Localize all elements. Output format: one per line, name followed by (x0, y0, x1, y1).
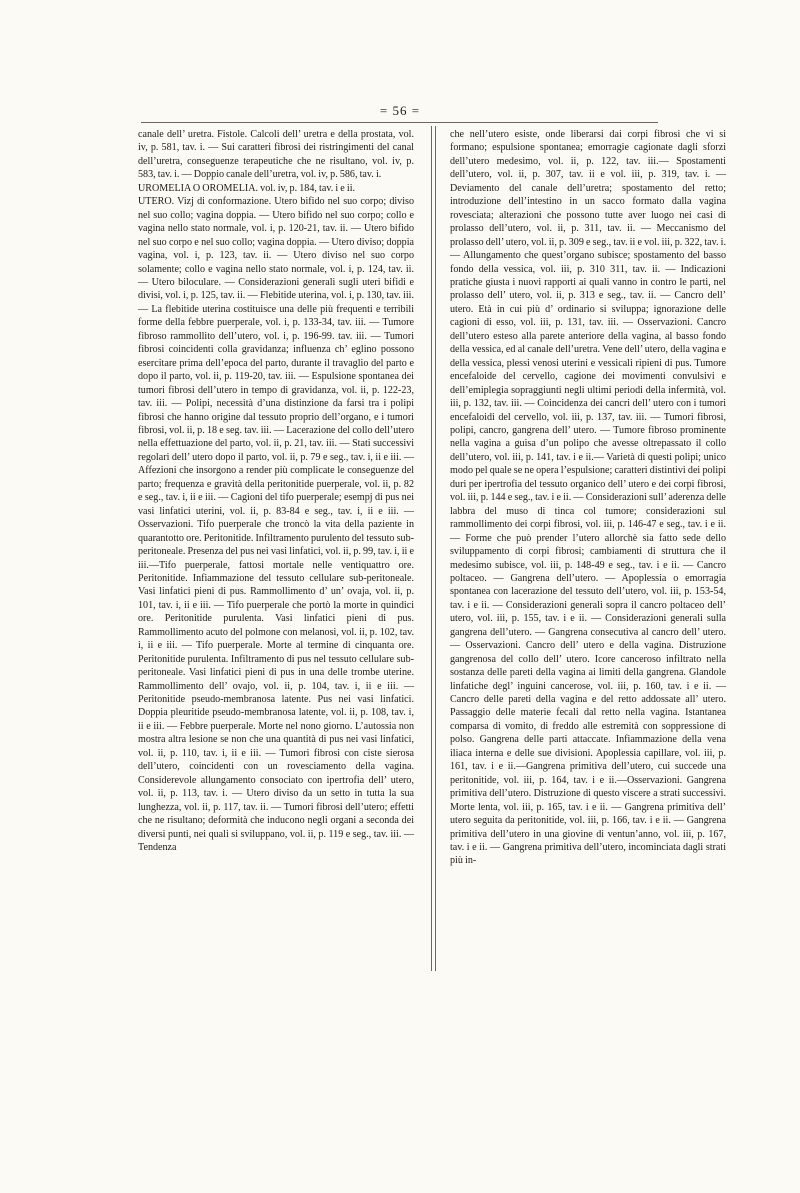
column-divider (431, 126, 436, 971)
entry-uretra-cont: canale dell’ uretra. Fistole. Calcoli dell’ uretra e della prostata, vol. iv, p. 581, tav. i. — Sui caratteri fibrosi dei ristringimenti del canal dell’uretra, conseguenze terapeutiche che ne risultano, vol. iv, p. 583, tav. i. — Doppio canale dell’uretra, vol. iv, p. 586, tav. i. (138, 129, 414, 181)
right-column (450, 128, 726, 868)
page-number: = 56 = (379, 103, 421, 118)
entry-utero-cont: che nell’utero esiste, onde liberarsi dai corpi fibrosi che vi si formano; espulsione spontanea; emorragie cagionate dagli sforzi dell’utero medesimo, vol. ii, p. 122, tav. iii.— Spostamenti dell’utero, vol. ii, p. 307, tav. ii e vol. iii, p. 319, tav. i. — Deviamento del canale dell’uretra; spostamento del retto; introduzione dell’intestino in un sacco formato dalla vagina rovesciata; alterazioni che possono tutte aver luogo nei casi di prolasso dell’utero, vol. ii, p. 311, tav. ii. — Meccanismo del prolasso dell’ utero, vol. ii, p. 309 e seg., tav. ii e vol. iii, p. 322, tav. i. — Allungamento che quest’organo subisce; spostamento del basso fondo della vessica, vol. iii, p. 310 311, tav. ii. — Indicazioni pratiche giusta i nuovi rapporti ai quali vanno in contro le parti, nel prolasso dell’ utero, vol. ii, p. 313 e seg., tav. ii. — Cancro dell’ utero. Età in cui più d’ ordinario si sviluppa; ignorazione delle cagioni di esso, vol. iii, p. 131, tav. iii. — Osservazioni. Cancro dell’utero esteso alla parete anteriore della vagina, al basso fondo della vessica, ed al canale dell’uretra. Vene dell’ utero, della vagina e della vessica, plessi venosi uterini e vessicali ripieni di pus. Tumore encefaloide del cervello, cagione dei movimenti convulsivi e dell’emiplegia sopraggiunti negli ultimi periodi della infermità, vol. iii, p. 132, tav. iii. — Coincidenza dei cancri dell’ utero con i tumori encefaloidi del cervello, vol. iii, p. 137, tav. iii. — Tumori fibrosi, polipi, cancro, gangrena dell’ utero. — Tumore fibroso prominente nella vagina a guisa d’un polipo che avesse oltrepassato il collo dell’utero, vol. iii, p. 141, tav. i e ii.— Varietà di questi polipi; unico modo pel quale se ne opera l’espulsione; caratteri distintivi dei polipi duri per ipertrofia del tessuto organico dell’ utero e dei corpi fibrosi, vol. iii, p. 144 e seg., tav. i e ii. — Considerazioni sull’ aderenza delle labbra del muso di tinca col tumore; considerazioni sul rammollimento dei corpi fibrosi, vol. iii, p. 146-47 e seg., tav. i e ii. — Forme che può prender l’utero allorchè sia fatto sede dello sviluppamento di corpi fibrosi; cambiamenti di struttura che il medesimo subisce, vol. iii, p. 148-49 e seg., tav. i e ii. — Cancro poltaceo. — Gangrena dell’utero. — Apoplessia o emorragia spontanea con lacerazione del tessuto dell’utero, vol. iii, p. 153-54, tav. i e ii. — Considerazioni generali sopra il cancro poltaceo dell’ utero, vol. iii, p. 155, tav. i e ii. — Considerazioni generali sulla gangrena dell’utero. — Gangrena consecutiva al cancro dell’ utero. — Osservazioni. Cancro dell’ utero e della vagina. Distruzione gangrenosa del collo dell’ utero. Icore canceroso infiltrato nella sostanza delle pareti della vagina ai limiti della gangrena. Glandole linfatiche degl’ inguini cancerose, vol. iii, p. 160, tav. i e ii. — Cancro delle pareti della vagina e del retto addossate all’ utero. Passaggio delle materie fecali dal retto nella vagina. Istantanea comparsa di vomito, di freddo alle estremità con soppressione di polso. Gangrena delle parti attaccate. Infiammazione della vena iliaca interna e delle sue divisioni. Apoplessia capillare, vol. iii, p. 161, tav. i e ii.—Gangrena primitiva dell’utero, cui succede una peritonitide, vol. iii, p. 164, tav. i e ii.—Osservazioni. Gangrena primitiva dell’utero. Distruzione di questo viscere a strati successivi. Morte lenta, vol. iii, p. 165, tav. i e ii. — Gangrena primitiva dell’ utero seguita da peritonitide, vol. iii, p. 166, tav. i e ii. — Gangrena primitiva dell’utero in una giovine di ventun’anno, vol. iii, p. 167, tav. i e ii. — Gangrena primitiva dell’utero, incominciata dagli strati più in- (450, 129, 726, 867)
entry-utero: UTERO. Vizj di conformazione. Utero bifido nel suo corpo; diviso nel suo collo; vagina doppia. — Utero bifido nel suo corpo; collo e vagina nello stato normale, vol. i, p. 120-21, tav. ii. — Utero bifido nel suo corpo e nel suo collo; vagina doppia. — Utero diviso; doppia vagina, vol. i, p. 123, tav. ii. — Utero diviso nel suo corpo solamente; collo e vagina nello stato normale, vol. i, p. 124, tav. ii. — Utero biloculare. — Considerazioni generali sugli uteri bifidi e divisi, vol. i, p. 125, tav. ii. — Flebitide uterina, vol. i, p. 130, tav. iii. — La flebitide uterina costituisce una delle più frequenti e terribili forme della febbre puerperale, vol. i, p. 133-34, tav. iii. — Tumore fibroso rammollito dell’utero, vol. i, p. 196-99. tav. iii. — Tumori fibrosi coincidenti colla gravidanza; influenza ch’ eglino possono esercitare prima dell’epoca del parto, durante il travaglio del parto e dopo il parto, vol. ii, p. 119-20, tav. iii. — Espulsione spontanea dei tumori fibrosi dell’utero in tempo di gravidanza, vol. ii, p. 122-23, tav. iii. — Polipi, necessità d’una distinzione da farsi tra i polipi fibrosi che hanno origine dal tessuto proprio dell’organo, e i tumori fibrosi, vol. ii, p. 18 e seg. tav. iii. — Lacerazione del collo dell’utero nella effettuazione del parto, vol. ii, p. 21, tav. iii. — Stati successivi regolari dell’ utero dopo il parto, vol. ii, p. 79 e seg., tav. i, ii e iii. — Affezioni che insorgono a render più complicate le conseguenze del parto; frequenza e gravità della peritonitide puerperale, vol. ii, p. 82 e seg., tav. i, ii e iii. — Cagioni del tifo puerperale; esempj di pus nei vasi linfatici uterini, vol. ii, p. 83-84 e seg., tav. i, ii e iii. — Osservazioni. Tifo puerperale che troncò la vita della paziente in quarantotto ore. Peritonitide. Infiltramento purulento del tessuto sub-peritoneale. Presenza del pus nei vasi linfatici, vol. ii, p. 99, tav. i, ii e iii.—Tifo puerperale, fattosi mortale nelle ventiquattro ore. Peritonitide. Infiammazione del tessuto cellulare sub-peritoneale. Vasi linfatici pieni di pus. Rammollimento d’ un’ ovaja, vol. ii, p. 101, tav. i, ii e iii. — Tifo puerperale che portò la morte in quindici ore. Peritonitide purulenta. Vasi linfatici pieni di pus. Rammollimento acuto del polmone con melanosi, vol. ii, p. 102, tav. i, ii e iii. — Tifo puerperale. Morte al termine di cinquanta ore. Peritonitide purulenta. Infiltramento di pus nel tessuto cellulare sub-peritoneale. Vasi linfatici pieni di pus in una delle trombe uterine. Rammollimento dell’ ovajo, vol. ii, p. 104, tav. i, ii e iii. — Peritonitide pseudo-membranosa latente. Pus nei vasi linfatici. Doppia pleuritide pseudo-membranosa latente, vol. ii, p. 108, tav. i, ii e iii. — Febbre puerperale. Morte nel nono giorno. L’autossia non mostra altra lesione se non che una quantità di pus nei vasi linfatici, vol. ii, p. 110, tav. i, ii e iii. — Tumori fibrosi con ciste sierosa dell’utero, coincidenti con un rovesciamento della vagina. Considerevole allungamento consociato con ipertrofia dell’ utero, vol. ii, p. 113, tav. i. — Utero diviso da un setto in tutta la sua lunghezza, vol. ii, p. 117, tav. ii. — Tumori fibrosi dell’utero; effetti che ne risultano; deformità che inducono negli organi a seconda dei diversi punti, nei quali si sviluppano, vol. ii, p. 119 e seg., tav. iii. — Tendenza (138, 196, 414, 854)
left-column (138, 128, 414, 854)
entry-uromelia: UROMELIA O OROMELIA. vol. iv, p. 184, tav. i e ii. (138, 182, 356, 194)
header-rule (141, 122, 658, 123)
